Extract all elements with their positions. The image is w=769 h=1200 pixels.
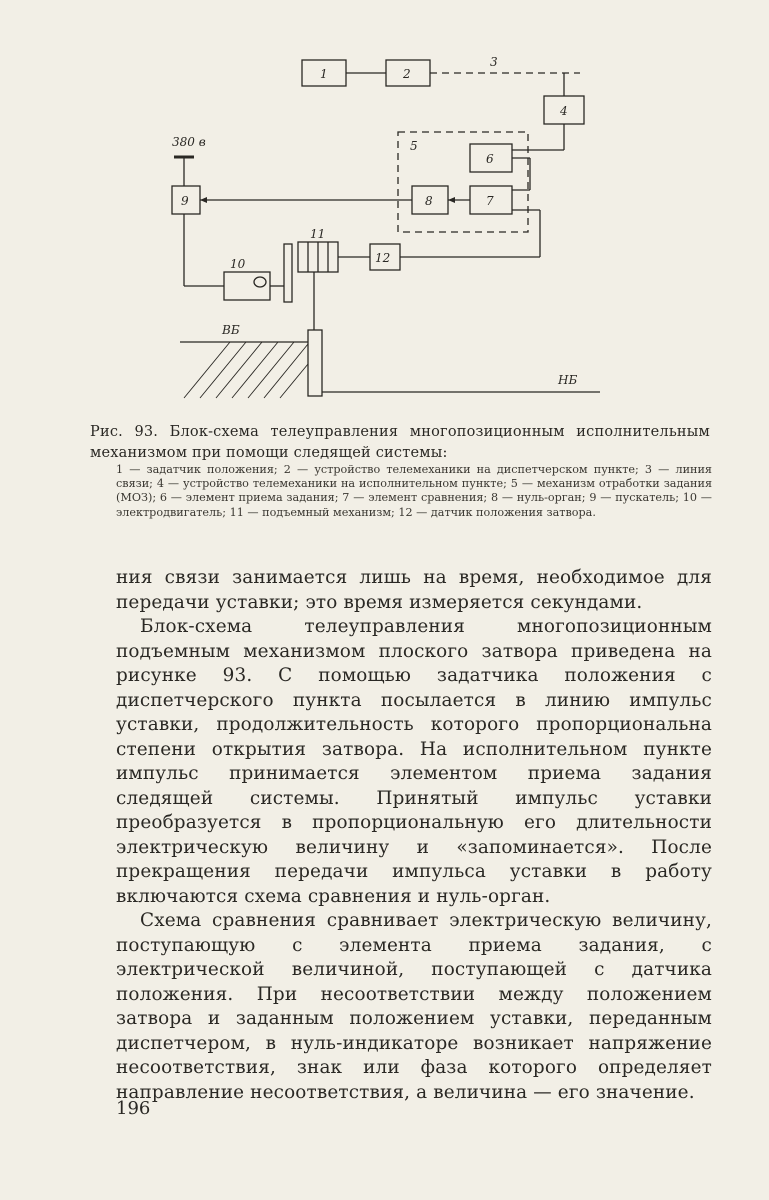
block-1-label: 1 (320, 67, 328, 81)
block-7-label: 7 (486, 194, 494, 208)
block-9-label: 9 (181, 194, 189, 208)
block-11-label: 11 (310, 227, 326, 241)
paragraph-2: Блок-схема телеуправления многопозиционным подъемным механизмом плоского затвора приведена на рисунке 93. С помощью задатчика положения с диспетчерского пункта посылается в линию импульс уставки, продолжительность которого пропорциональна степени открытия затвора. На исполнительном пункте импульс принимается элементом приема задания следящей системы. Принятый импульс уставки преобразуется в пропорциональную его длительности электрическую величину и «запоминается». После прекращения передачи импульса уставки в работу включаются схема сравнения и нуль-орган. (116, 616, 712, 907)
body-text (116, 566, 712, 1105)
block-10-label: 10 (230, 257, 246, 271)
paragraph-1: ния связи занимается лишь на время, необходимое для передачи уставки; это время измеряется секундами. (116, 567, 712, 613)
paragraph-3: Схема сравнения сравнивает электрическую величину, поступающую с элемента приема задания, с электрической величиной, поступающей с датчика положения. При несоответствии между положением затвора и заданным положением уставки, переданным диспетчером, в нуль-индикаторе возникает напряжение несоответствия, знак или фаза которого определяет направление несоответствия, а величина — его значение. (116, 910, 712, 1103)
upstream-level-label: ВБ (222, 323, 240, 337)
block-6-label: 6 (486, 152, 494, 166)
figure-caption: Рис. 93. Блок-схема телеуправления многопозиционным исполнительным механизмом при помощи следящей системы: (90, 424, 710, 461)
gate (308, 330, 322, 396)
block-4-label: 4 (560, 104, 568, 118)
block-diagram-figure (160, 40, 620, 410)
block-diagram (160, 40, 620, 410)
block-12-label: 12 (375, 251, 391, 265)
block-2-label: 2 (403, 67, 411, 81)
block-5-label: 5 (410, 139, 418, 153)
figure-legend: 1 — задатчик положения; 2 — устройство телемеханики на диспетчерском пункте; 3 — линия связи; 4 — устройство телемеханики на исполнительном пункте; 5 — механизм отработки задания (МОЗ); 6 — элемент приема задания; 7 — элемент сравнения; 8 — нуль-орган; 9 — пускатель; 10 — электродвигатель; 11 — подъемный механизм; 12 — датчик положения затвора. (116, 463, 712, 519)
line-3-label: 3 (490, 55, 498, 69)
block-8-label: 8 (425, 194, 433, 208)
voltage-label: 380 в (172, 135, 206, 149)
downstream-level-label: НБ (558, 373, 578, 387)
page-number: 196 (116, 1098, 151, 1119)
